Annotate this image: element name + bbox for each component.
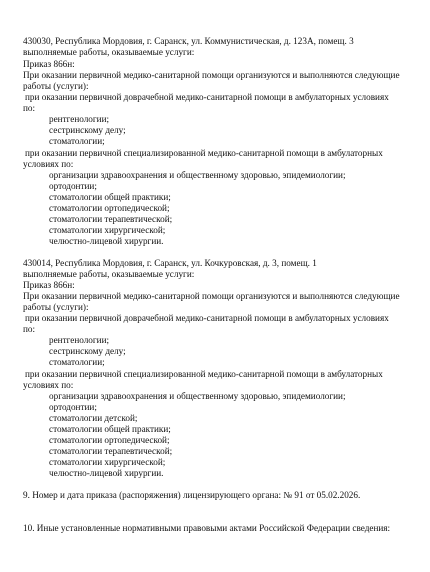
block2-order: Приказ 866н: [23, 280, 75, 290]
list-item: стоматологии терапевтической; [49, 214, 173, 224]
list-item: стоматологии общей практики; [49, 192, 171, 202]
block1-sub2-line-1: при оказании первичной специализированной медико-санитарной помощи в амбулаторных [25, 148, 383, 158]
section-9: 9. Номер и дата приказа (распоряжения) лицензирующего органа: № 91 от 05.02.2026. [23, 490, 361, 500]
block1-order: Приказ 866н: [23, 59, 75, 69]
block2-sub1-line-1: при оказании первичной доврачебной медико-санитарной помощи в амбулаторных условиях [25, 313, 389, 323]
list-item: ортодонтии; [49, 402, 97, 412]
list-item: челюстно-лицевой хирургии. [49, 468, 164, 478]
list-item: стоматологии ортопедической; [49, 203, 170, 213]
block1-sub2-line-2: условиях по: [23, 159, 74, 169]
block2-sub2-line-1: при оказании первичной специализированной медико-санитарной помощи в амбулаторных [25, 369, 383, 379]
list-item: организации здравоохранения и общественному здоровью, эпидемиологии; [49, 170, 346, 180]
list-item: сестринскому делу; [49, 125, 126, 135]
block1-intro-line-1: При оказании первичной медико-санитарной помощи организуются и выполняются следующие [23, 70, 400, 80]
list-item: рентгенологии; [49, 114, 110, 124]
block1-works-label: выполняемые работы, оказываемые услуги: [23, 47, 195, 57]
list-item: стоматологии; [49, 136, 105, 146]
block2-works-label: выполняемые работы, оказываемые услуги: [23, 269, 195, 279]
list-item: стоматологии терапевтической; [49, 446, 173, 456]
list-item: сестринскому делу; [49, 346, 126, 356]
block2-intro-line-1: При оказании первичной медико-санитарной помощи организуются и выполняются следующие [23, 291, 400, 301]
list-item: стоматологии ортопедической; [49, 435, 170, 445]
block2-intro-line-2: работы (услуги): [23, 302, 89, 312]
list-item: стоматологии; [49, 357, 105, 367]
list-item: рентгенологии; [49, 335, 110, 345]
list-item: организации здравоохранения и общественному здоровью, эпидемиологии; [49, 391, 346, 401]
list-item: стоматологии хирургической; [49, 225, 166, 235]
block2-sub2-line-2: условиях по: [23, 380, 74, 390]
block1-sub1-line-2: по: [23, 103, 36, 113]
section-10: 10. Иные установленные нормативными правовыми актами Российской Федерации сведения: [23, 523, 391, 533]
list-item: стоматологии хирургической; [49, 457, 166, 467]
block2-sub1-line-2: по: [23, 324, 36, 334]
block1-address: 430030, Республика Мордовия, г. Саранск, ул. Коммунистическая, д. 123А, помещ. 3 [23, 36, 354, 46]
list-item: стоматологии общей практики; [49, 424, 171, 434]
block1-intro-line-2: работы (услуги): [23, 81, 89, 91]
block2-address: 430014, Республика Мордовия, г. Саранск, ул. Кочкуровская, д. 3, помещ. 1 [23, 258, 317, 268]
block1-sub1-line-1: при оказании первичной доврачебной медико-санитарной помощи в амбулаторных условиях [25, 92, 389, 102]
list-item: стоматологии детской; [49, 413, 138, 423]
list-item: челюстно-лицевой хирургии. [49, 236, 164, 246]
list-item: ортодонтии; [49, 181, 97, 191]
